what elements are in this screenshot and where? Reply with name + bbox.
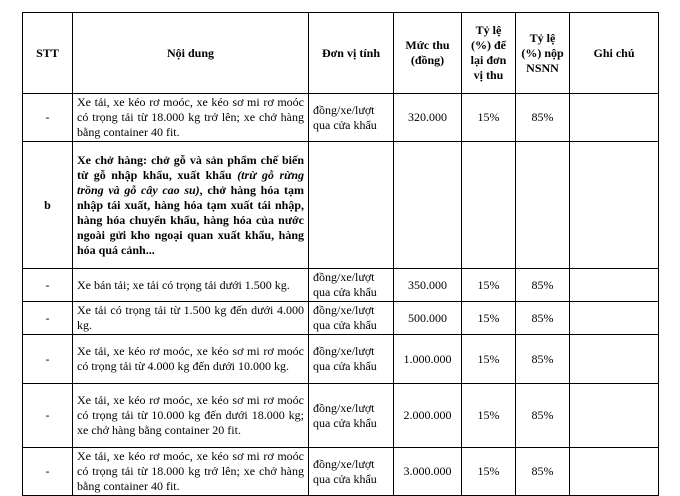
content-part: , chở hàng hóa tạm nhập tái xuất, hàng hóa tạm xuất tái nhập, hàng hóa chuyển khẩu, hàng hóa của nước ngoài gửi kho ngoại quan xuất khẩu, hàng hóa quá cảnh... bbox=[77, 182, 304, 257]
cell-budget: 85% bbox=[516, 335, 570, 384]
table-row bbox=[23, 335, 659, 384]
cell-note bbox=[570, 269, 659, 302]
cell-unit: đồng/xe/lượt qua cửa khẩu bbox=[309, 448, 394, 496]
cell-budget: 85% bbox=[516, 448, 570, 496]
header-stt: STT bbox=[23, 13, 73, 94]
cell-budget: 85% bbox=[516, 384, 570, 448]
cell-content bbox=[73, 142, 309, 269]
cell-content: Xe tải, xe kéo rơ moóc, xe kéo sơ mi rơ moóc có trọng tải từ 4.000 kg đến dưới 10.000 kg. bbox=[73, 335, 309, 384]
cell-content: Xe tải có trọng tải từ 1.500 kg đến dưới 4.000 kg. bbox=[73, 302, 309, 335]
cell-budget: 85% bbox=[516, 302, 570, 335]
table-row bbox=[23, 94, 659, 142]
cell-note bbox=[570, 384, 659, 448]
cell-unit: đồng/xe/lượt qua cửa khẩu bbox=[309, 335, 394, 384]
cell-retain: 15% bbox=[462, 448, 516, 496]
cell-content: Xe bán tải; xe tải có trọng tải dưới 1.500 kg. bbox=[73, 269, 309, 302]
cell-unit: đồng/xe/lượt qua cửa khẩu bbox=[309, 94, 394, 142]
cell-fee: 3.000.000 bbox=[394, 448, 462, 496]
header-note: Ghi chú bbox=[570, 13, 659, 94]
cell-content: Xe tải, xe kéo rơ moóc, xe kéo sơ mi rơ moóc có trọng tải từ 18.000 kg trở lên; xe chở hàng bằng container 40 fit. bbox=[73, 94, 309, 142]
cell-budget bbox=[516, 142, 570, 269]
cell-fee: 500.000 bbox=[394, 302, 462, 335]
header-fee: Mức thu (đồng) bbox=[394, 13, 462, 94]
table-row bbox=[23, 142, 659, 269]
cell-retain: 15% bbox=[462, 384, 516, 448]
header-retain: Tỷ lệ (%) để lại đơn vị thu bbox=[462, 13, 516, 94]
cell-retain bbox=[462, 142, 516, 269]
cell-retain: 15% bbox=[462, 94, 516, 142]
cell-stt: - bbox=[23, 335, 73, 384]
cell-retain: 15% bbox=[462, 269, 516, 302]
cell-unit: đồng/xe/lượt qua cửa khẩu bbox=[309, 384, 394, 448]
cell-unit: đồng/xe/lượt qua cửa khẩu bbox=[309, 269, 394, 302]
table-row bbox=[23, 448, 659, 496]
cell-fee: 320.000 bbox=[394, 94, 462, 142]
cell-note bbox=[570, 335, 659, 384]
cell-note bbox=[570, 94, 659, 142]
fee-table bbox=[22, 12, 659, 496]
cell-note bbox=[570, 142, 659, 269]
content-part: Xe chở hàng: chở gỗ và sản phẩm chế biến từ gỗ nhập khẩu, xuất khẩu bbox=[77, 152, 304, 182]
cell-fee: 1.000.000 bbox=[394, 335, 462, 384]
cell-stt: b bbox=[23, 142, 73, 269]
table-row bbox=[23, 302, 659, 335]
header-content: Nội dung bbox=[73, 13, 309, 94]
cell-stt: - bbox=[23, 94, 73, 142]
cell-fee bbox=[394, 142, 462, 269]
header-unit: Đơn vị tính bbox=[309, 13, 394, 94]
cell-stt: - bbox=[23, 448, 73, 496]
cell-unit bbox=[309, 142, 394, 269]
table-row bbox=[23, 384, 659, 448]
content-exception: (trừ gỗ rừng trồng và gỗ cây cao su) bbox=[77, 167, 304, 197]
cell-note bbox=[570, 302, 659, 335]
cell-retain: 15% bbox=[462, 302, 516, 335]
cell-retain: 15% bbox=[462, 335, 516, 384]
cell-note bbox=[570, 448, 659, 496]
cell-stt: - bbox=[23, 384, 73, 448]
cell-content: Xe tải, xe kéo rơ moóc, xe kéo sơ mi rơ moóc có trọng tải từ 10.000 kg đến dưới 18.000 kg; xe chở hàng bằng container 20 fit. bbox=[73, 384, 309, 448]
cell-stt: - bbox=[23, 269, 73, 302]
cell-fee: 350.000 bbox=[394, 269, 462, 302]
table-row bbox=[23, 269, 659, 302]
cell-fee: 2.000.000 bbox=[394, 384, 462, 448]
cell-stt: - bbox=[23, 302, 73, 335]
cell-budget: 85% bbox=[516, 269, 570, 302]
cell-content: Xe tải, xe kéo rơ moóc, xe kéo sơ mi rơ moóc có trọng tải từ 18.000 kg trở lên; xe chở hàng bằng container 40 fit. bbox=[73, 448, 309, 496]
header-row bbox=[23, 13, 659, 94]
cell-budget: 85% bbox=[516, 94, 570, 142]
header-budget: Tỷ lệ (%) nộp NSNN bbox=[516, 13, 570, 94]
cell-unit: đồng/xe/lượt qua cửa khẩu bbox=[309, 302, 394, 335]
